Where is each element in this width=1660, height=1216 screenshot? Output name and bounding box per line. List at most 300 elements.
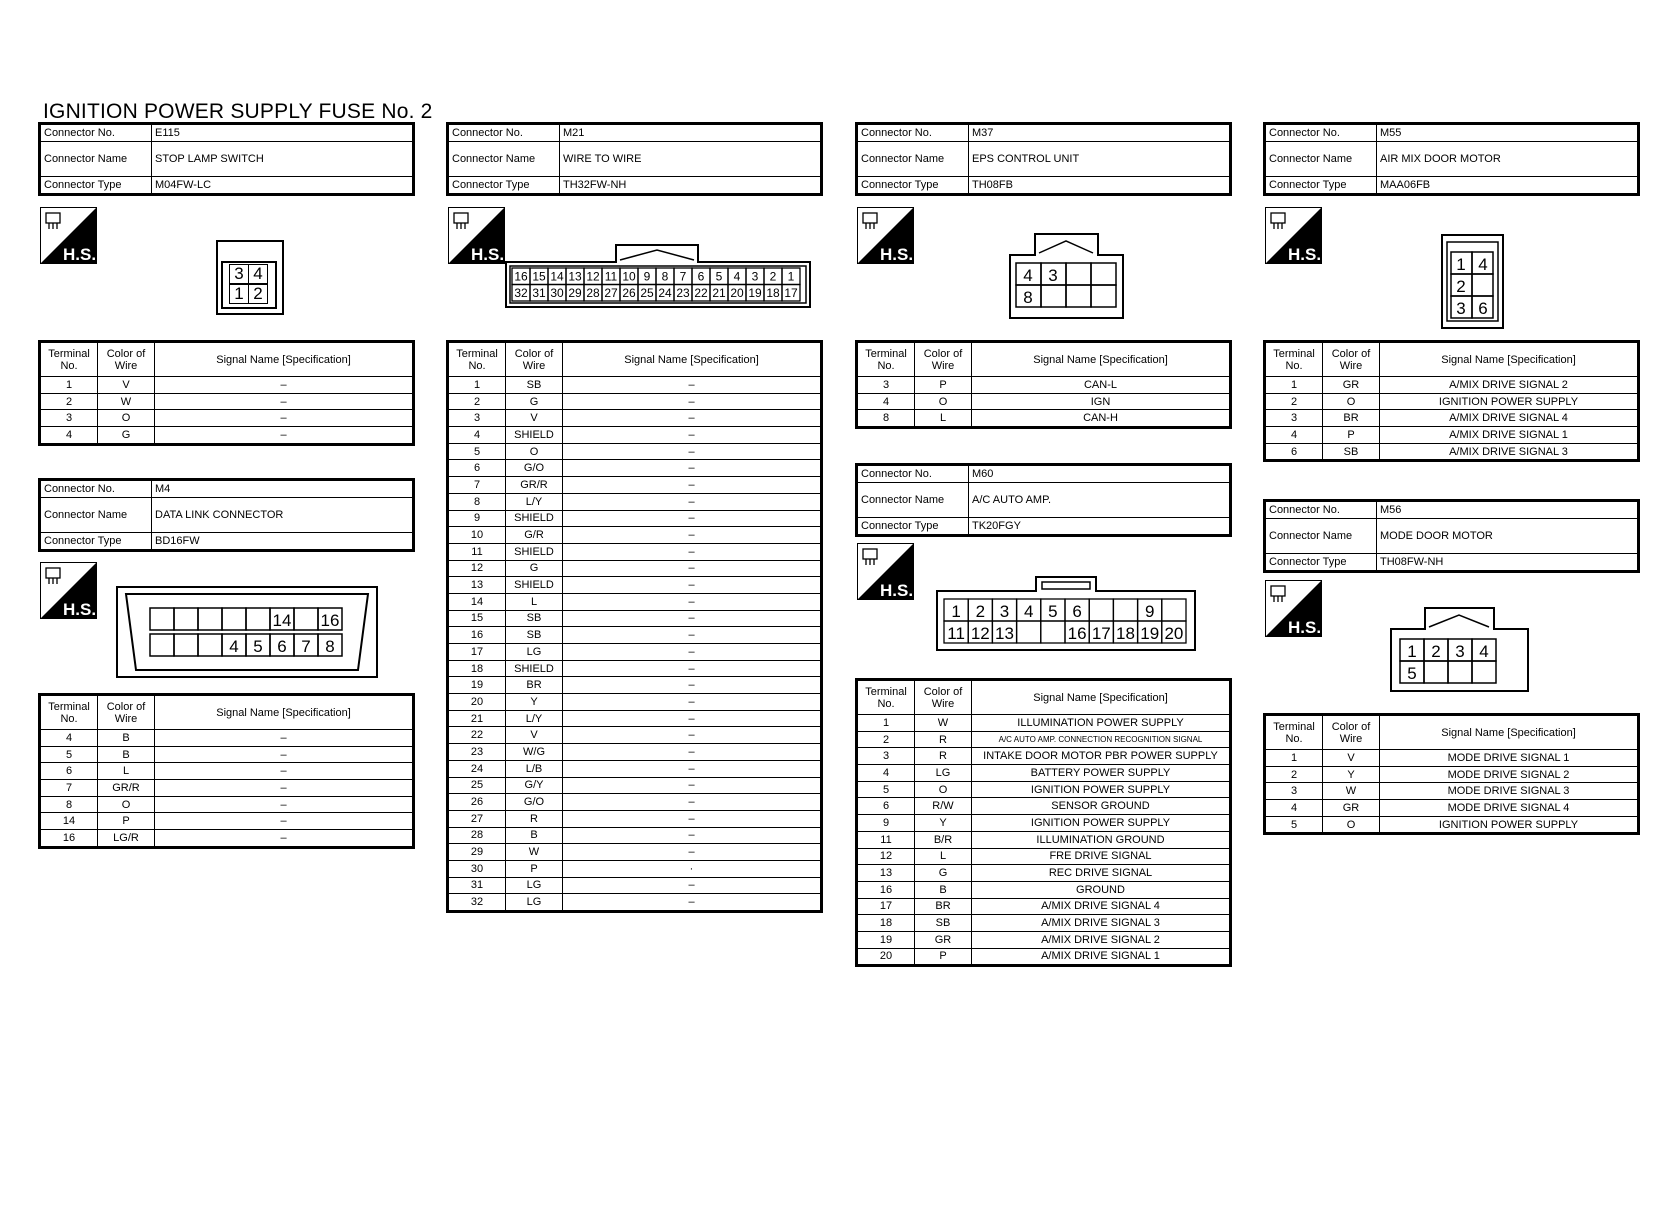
table-row bbox=[40, 730, 414, 747]
hs-mark-icon bbox=[40, 207, 97, 264]
pin-cell bbox=[1017, 621, 1041, 643]
pin-label: 14 bbox=[550, 269, 564, 284]
terminal-no-cell: 13 bbox=[857, 865, 915, 882]
hs-mark-icon bbox=[40, 562, 97, 619]
table-row bbox=[1265, 766, 1639, 783]
pin-label: 27 bbox=[604, 286, 618, 300]
table-row bbox=[448, 460, 822, 477]
signal-name-cell: – bbox=[563, 727, 822, 744]
pin-label: 16 bbox=[1067, 624, 1087, 643]
connector-name: DATA LINK CONNECTOR bbox=[152, 498, 414, 533]
wire-color-cell: L/Y bbox=[506, 710, 563, 727]
signal-name-cell: SENSOR GROUND bbox=[972, 798, 1231, 815]
wire-color-cell: O bbox=[1323, 816, 1380, 834]
pin-label: 22 bbox=[694, 286, 708, 300]
pin-label: 5 bbox=[253, 637, 263, 656]
pin-label: 5 bbox=[715, 269, 723, 284]
wire-color-cell: R bbox=[915, 748, 972, 765]
signal-name-cell: IGNITION POWER SUPPLY bbox=[972, 781, 1231, 798]
pin-label: 17 bbox=[1091, 624, 1111, 643]
wire-color-cell: SHIELD bbox=[506, 543, 563, 560]
terminal-no-cell: 4 bbox=[857, 765, 915, 782]
wire-color-cell: G/O bbox=[506, 460, 563, 477]
hs-label: H.S. bbox=[1288, 618, 1322, 637]
hs-label: H.S. bbox=[880, 245, 914, 264]
pin-cell bbox=[1113, 599, 1137, 621]
wire-color-cell: P bbox=[1323, 427, 1380, 444]
wire-color-cell: L/Y bbox=[506, 493, 563, 510]
terminal-no-cell: 4 bbox=[1265, 800, 1323, 817]
connector-no: M4 bbox=[152, 480, 414, 498]
pin-label: 29 bbox=[568, 286, 582, 300]
table-row bbox=[1265, 800, 1639, 817]
table-row bbox=[448, 760, 822, 777]
table-row bbox=[857, 748, 1231, 765]
signal-name-cell: – bbox=[155, 377, 414, 394]
pin-label: 14 bbox=[272, 611, 292, 630]
table-row bbox=[1265, 410, 1639, 427]
hs-mark-icon bbox=[1265, 207, 1322, 264]
terminal-no-cell: 8 bbox=[40, 796, 98, 813]
pin-label: 19 bbox=[1140, 624, 1160, 643]
signal-name-cell: IGNITION POWER SUPPLY bbox=[1380, 816, 1639, 834]
label-connector-no: Connector No. bbox=[1265, 124, 1377, 142]
wire-color-cell: B bbox=[506, 827, 563, 844]
connector-face-m21 bbox=[505, 244, 811, 308]
wire-color-cell: SB bbox=[506, 627, 563, 644]
signal-name-cell: A/MIX DRIVE SIGNAL 3 bbox=[972, 915, 1231, 932]
header-color-of-wire: Color of Wire bbox=[1323, 715, 1380, 750]
table-row bbox=[448, 827, 822, 844]
label-connector-type: Connector Type bbox=[1265, 177, 1377, 195]
signal-name-cell: A/MIX DRIVE SIGNAL 1 bbox=[972, 948, 1231, 966]
terminal-no-cell: 29 bbox=[448, 844, 506, 861]
wire-color-cell: O bbox=[506, 443, 563, 460]
connector-face-m56 bbox=[1390, 607, 1529, 692]
signal-name-cell: IGN bbox=[972, 393, 1231, 410]
table-row bbox=[448, 543, 822, 560]
table-row bbox=[448, 443, 822, 460]
terminal-no-cell: 28 bbox=[448, 827, 506, 844]
label-connector-name: Connector Name bbox=[448, 142, 560, 177]
table-row bbox=[448, 710, 822, 727]
terminal-no-cell: 5 bbox=[1265, 816, 1323, 834]
table-row bbox=[857, 393, 1231, 410]
signal-name-cell: – bbox=[563, 443, 822, 460]
terminal-no-cell: 32 bbox=[448, 894, 506, 912]
label-connector-type: Connector Type bbox=[40, 533, 152, 551]
connector-header-m37 bbox=[855, 122, 1232, 196]
terminal-no-cell: 20 bbox=[857, 948, 915, 966]
signal-name-cell: – bbox=[563, 877, 822, 894]
pin-label: 17 bbox=[784, 286, 798, 300]
pin-label: 4 bbox=[1478, 255, 1488, 274]
terminal-no-cell: 7 bbox=[448, 477, 506, 494]
table-row bbox=[448, 510, 822, 527]
wire-color-cell: G/R bbox=[506, 527, 563, 544]
pin-label: 30 bbox=[550, 286, 564, 300]
terminal-no-cell: 21 bbox=[448, 710, 506, 727]
label-connector-no: Connector No. bbox=[857, 465, 969, 483]
signal-name-cell: · bbox=[563, 860, 822, 877]
table-row bbox=[1265, 427, 1639, 444]
table-row bbox=[857, 781, 1231, 798]
pin-label: 4 bbox=[229, 637, 239, 656]
header-color-of-wire: Color of Wire bbox=[915, 680, 972, 715]
table-row bbox=[1265, 393, 1639, 410]
terminal-no-cell: 6 bbox=[40, 763, 98, 780]
signal-name-cell: – bbox=[563, 694, 822, 711]
table-row bbox=[448, 527, 822, 544]
signal-name-cell: – bbox=[563, 760, 822, 777]
terminal-no-cell: 10 bbox=[448, 527, 506, 544]
header-color-of-wire: Color of Wire bbox=[506, 342, 563, 377]
terminal-no-cell: 2 bbox=[40, 393, 98, 410]
signal-name-cell: – bbox=[563, 460, 822, 477]
terminal-no-cell: 1 bbox=[448, 377, 506, 394]
table-row bbox=[40, 410, 414, 427]
pin-label: 1 bbox=[1456, 255, 1466, 274]
connector-no: M56 bbox=[1377, 501, 1639, 519]
table-row bbox=[40, 763, 414, 780]
signal-name-cell: ILLUMINATION GROUND bbox=[972, 831, 1231, 848]
table-row bbox=[857, 881, 1231, 898]
terminal-no-cell: 22 bbox=[448, 727, 506, 744]
terminal-no-cell: 3 bbox=[857, 377, 915, 394]
pin-label: 32 bbox=[514, 286, 528, 300]
terminal-no-cell: 27 bbox=[448, 810, 506, 827]
header-signal-name: Signal Name [Specification] bbox=[563, 342, 822, 377]
wire-color-cell: SHIELD bbox=[506, 427, 563, 444]
connector-name: A/C AUTO AMP. bbox=[969, 483, 1231, 518]
pin-label: 13 bbox=[995, 624, 1014, 643]
table-row bbox=[857, 715, 1231, 732]
signal-name-cell: – bbox=[155, 830, 414, 848]
terminal-no-cell: 16 bbox=[448, 627, 506, 644]
wire-color-cell: P bbox=[98, 813, 155, 830]
table-row bbox=[448, 744, 822, 761]
connector-header-m56 bbox=[1263, 499, 1640, 573]
signal-name-cell: A/MIX DRIVE SIGNAL 4 bbox=[1380, 410, 1639, 427]
terminal-table-m21 bbox=[446, 340, 823, 913]
table-row bbox=[448, 860, 822, 877]
wire-color-cell: L bbox=[98, 763, 155, 780]
signal-name-cell: – bbox=[563, 660, 822, 677]
signal-name-cell: – bbox=[563, 644, 822, 661]
signal-name-cell: – bbox=[563, 377, 822, 394]
signal-name-cell: – bbox=[563, 844, 822, 861]
wire-color-cell: V bbox=[1323, 750, 1380, 767]
pin-label: 6 bbox=[277, 637, 287, 656]
connector-type: TH08FW-NH bbox=[1377, 554, 1639, 572]
wire-color-cell: B bbox=[98, 746, 155, 763]
pin-label: 25 bbox=[640, 286, 654, 300]
hs-label: H.S. bbox=[1288, 245, 1322, 264]
signal-name-cell: – bbox=[563, 794, 822, 811]
pin-label: 3 bbox=[751, 269, 759, 284]
terminal-no-cell: 4 bbox=[40, 730, 98, 747]
header-signal-name: Signal Name [Specification] bbox=[972, 680, 1231, 715]
pin-label: 4 bbox=[1023, 266, 1033, 285]
connector-header-m55 bbox=[1263, 122, 1640, 196]
connector-name: WIRE TO WIRE bbox=[560, 142, 822, 177]
signal-name-cell: A/MIX DRIVE SIGNAL 2 bbox=[1380, 377, 1639, 394]
table-row bbox=[40, 796, 414, 813]
terminal-no-cell: 4 bbox=[40, 427, 98, 445]
signal-name-cell: – bbox=[563, 543, 822, 560]
wire-color-cell: W/G bbox=[506, 744, 563, 761]
signal-name-cell: – bbox=[155, 796, 414, 813]
wire-color-cell: W bbox=[1323, 783, 1380, 800]
terminal-no-cell: 8 bbox=[857, 410, 915, 428]
pin-label: 10 bbox=[622, 269, 636, 284]
pin-label: 4 bbox=[733, 269, 741, 284]
connector-header-m60 bbox=[855, 463, 1232, 537]
terminal-no-cell: 3 bbox=[857, 748, 915, 765]
table-row bbox=[857, 831, 1231, 848]
pin-label: 3 bbox=[1455, 642, 1465, 661]
wire-color-cell: B/R bbox=[915, 831, 972, 848]
table-row bbox=[40, 377, 414, 394]
header-terminal-no: Terminal No. bbox=[40, 695, 98, 730]
signal-name-cell: – bbox=[563, 427, 822, 444]
pin-label: 1 bbox=[1407, 642, 1417, 661]
header-terminal-no: Terminal No. bbox=[857, 680, 915, 715]
label-connector-name: Connector Name bbox=[1265, 142, 1377, 177]
pin-label: 16 bbox=[320, 611, 340, 630]
signal-name-cell: BATTERY POWER SUPPLY bbox=[972, 765, 1231, 782]
signal-name-cell: IGNITION POWER SUPPLY bbox=[972, 815, 1231, 832]
terminal-no-cell: 9 bbox=[857, 815, 915, 832]
table-row bbox=[448, 393, 822, 410]
pin-label: 15 bbox=[532, 269, 546, 284]
wire-color-cell: L/B bbox=[506, 760, 563, 777]
signal-name-cell: – bbox=[155, 763, 414, 780]
wire-color-cell: SB bbox=[1323, 443, 1380, 461]
terminal-no-cell: 20 bbox=[448, 694, 506, 711]
terminal-no-cell: 2 bbox=[1265, 766, 1323, 783]
label-connector-no: Connector No. bbox=[40, 480, 152, 498]
terminal-no-cell: 2 bbox=[448, 393, 506, 410]
signal-name-cell: – bbox=[563, 894, 822, 912]
table-row bbox=[448, 493, 822, 510]
table-row bbox=[448, 577, 822, 594]
wire-color-cell: SB bbox=[506, 610, 563, 627]
table-row bbox=[448, 560, 822, 577]
table-row bbox=[857, 931, 1231, 948]
wire-color-cell: SHIELD bbox=[506, 577, 563, 594]
wire-color-cell: O bbox=[1323, 393, 1380, 410]
signal-name-cell: GROUND bbox=[972, 881, 1231, 898]
wire-color-cell: L bbox=[915, 848, 972, 865]
table-row bbox=[40, 746, 414, 763]
pin-cell: 3 bbox=[229, 264, 249, 284]
hs-label: H.S. bbox=[471, 245, 505, 264]
label-connector-no: Connector No. bbox=[448, 124, 560, 142]
terminal-no-cell: 1 bbox=[857, 715, 915, 732]
signal-name-cell: – bbox=[563, 677, 822, 694]
signal-name-cell: – bbox=[155, 427, 414, 445]
signal-name-cell: FRE DRIVE SIGNAL bbox=[972, 848, 1231, 865]
wire-color-cell: SHIELD bbox=[506, 660, 563, 677]
header-color-of-wire: Color of Wire bbox=[915, 342, 972, 377]
pin-label: 24 bbox=[658, 286, 672, 300]
wire-color-cell: GR/R bbox=[506, 477, 563, 494]
table-row bbox=[40, 780, 414, 797]
wire-color-cell: G bbox=[98, 427, 155, 445]
wire-color-cell: GR/R bbox=[98, 780, 155, 797]
pin-label: 2 bbox=[975, 602, 986, 621]
wire-color-cell: LG bbox=[506, 877, 563, 894]
pin-label: 6 bbox=[1478, 299, 1488, 318]
label-connector-type: Connector Type bbox=[1265, 554, 1377, 572]
label-connector-type: Connector Type bbox=[857, 518, 969, 536]
signal-name-cell: – bbox=[155, 746, 414, 763]
terminal-no-cell: 17 bbox=[448, 644, 506, 661]
table-row bbox=[857, 898, 1231, 915]
table-row bbox=[448, 627, 822, 644]
wire-color-cell: SB bbox=[915, 915, 972, 932]
terminal-no-cell: 11 bbox=[448, 543, 506, 560]
header-terminal-no: Terminal No. bbox=[448, 342, 506, 377]
terminal-table-m37 bbox=[855, 340, 1232, 429]
table-row bbox=[448, 660, 822, 677]
signal-name-cell: – bbox=[155, 410, 414, 427]
connector-name: EPS CONTROL UNIT bbox=[969, 142, 1231, 177]
connector-header-m21 bbox=[446, 122, 823, 196]
terminal-no-cell: 4 bbox=[448, 427, 506, 444]
wire-color-cell: O bbox=[98, 410, 155, 427]
wire-color-cell: Y bbox=[506, 694, 563, 711]
signal-name-cell: – bbox=[563, 410, 822, 427]
terminal-no-cell: 1 bbox=[40, 377, 98, 394]
wire-color-cell: GR bbox=[1323, 377, 1380, 394]
label-connector-name: Connector Name bbox=[1265, 519, 1377, 554]
signal-name-cell: – bbox=[155, 730, 414, 747]
terminal-no-cell: 23 bbox=[448, 744, 506, 761]
table-row bbox=[1265, 750, 1639, 767]
terminal-no-cell: 3 bbox=[1265, 783, 1323, 800]
table-row bbox=[448, 410, 822, 427]
wire-color-cell: G bbox=[915, 865, 972, 882]
wire-color-cell: P bbox=[915, 948, 972, 966]
pin-label: 11 bbox=[947, 624, 965, 643]
wire-color-cell: G/Y bbox=[506, 777, 563, 794]
table-row bbox=[40, 427, 414, 445]
table-row bbox=[448, 644, 822, 661]
pin-label: 20 bbox=[1164, 624, 1184, 643]
terminal-no-cell: 11 bbox=[857, 831, 915, 848]
wire-color-cell: P bbox=[915, 377, 972, 394]
terminal-no-cell: 3 bbox=[1265, 410, 1323, 427]
header-signal-name: Signal Name [Specification] bbox=[155, 342, 414, 377]
pin-label: 12 bbox=[586, 269, 600, 284]
wire-color-cell: R bbox=[506, 810, 563, 827]
terminal-table-m56 bbox=[1263, 713, 1640, 835]
terminal-no-cell: 1 bbox=[1265, 750, 1323, 767]
pin-label: 3 bbox=[1048, 266, 1058, 285]
connector-face-m60 bbox=[936, 576, 1196, 651]
pin-label: 8 bbox=[661, 269, 669, 284]
pin-label: 18 bbox=[766, 286, 780, 300]
wire-color-cell: L bbox=[915, 410, 972, 428]
wire-color-cell: GR bbox=[915, 931, 972, 948]
signal-name-cell: – bbox=[563, 593, 822, 610]
terminal-no-cell: 25 bbox=[448, 777, 506, 794]
pin-label: 6 bbox=[1072, 602, 1082, 621]
wire-color-cell: LG bbox=[506, 644, 563, 661]
signal-name-cell: A/MIX DRIVE SIGNAL 2 bbox=[972, 931, 1231, 948]
connector-no: E115 bbox=[152, 124, 414, 142]
wire-color-cell: B bbox=[98, 730, 155, 747]
table-row bbox=[448, 610, 822, 627]
pin-label: 21 bbox=[712, 286, 726, 300]
label-connector-no: Connector No. bbox=[857, 124, 969, 142]
signal-name-cell: – bbox=[563, 610, 822, 627]
terminal-no-cell: 5 bbox=[40, 746, 98, 763]
signal-name-cell: MODE DRIVE SIGNAL 3 bbox=[1380, 783, 1639, 800]
label-connector-name: Connector Name bbox=[857, 483, 969, 518]
table-row bbox=[857, 377, 1231, 394]
wire-color-cell: SHIELD bbox=[506, 510, 563, 527]
wire-color-cell: W bbox=[915, 715, 972, 732]
signal-name-cell: – bbox=[563, 777, 822, 794]
header-signal-name: Signal Name [Specification] bbox=[972, 342, 1231, 377]
terminal-table-m4 bbox=[38, 693, 415, 849]
terminal-no-cell: 5 bbox=[448, 443, 506, 460]
wire-color-cell: P bbox=[506, 860, 563, 877]
connector-type: TH32FW-NH bbox=[560, 177, 822, 195]
signal-name-cell: – bbox=[563, 393, 822, 410]
hs-label: H.S. bbox=[63, 600, 97, 619]
table-row bbox=[448, 377, 822, 394]
pin-label: 16 bbox=[514, 269, 528, 284]
signal-name-cell: A/MIX DRIVE SIGNAL 1 bbox=[1380, 427, 1639, 444]
table-row bbox=[1265, 377, 1639, 394]
terminal-no-cell: 3 bbox=[448, 410, 506, 427]
pin-label: 8 bbox=[325, 637, 335, 656]
connector-no: M55 bbox=[1377, 124, 1639, 142]
table-row bbox=[857, 815, 1231, 832]
connector-type: TH08FB bbox=[969, 177, 1231, 195]
table-row bbox=[448, 727, 822, 744]
table-row bbox=[448, 677, 822, 694]
terminal-no-cell: 6 bbox=[448, 460, 506, 477]
connector-type: MAA06FB bbox=[1377, 177, 1639, 195]
table-row bbox=[448, 894, 822, 912]
terminal-no-cell: 26 bbox=[448, 794, 506, 811]
table-row bbox=[448, 427, 822, 444]
wire-color-cell: G/O bbox=[506, 794, 563, 811]
signal-name-cell: – bbox=[155, 813, 414, 830]
table-row bbox=[1265, 443, 1639, 461]
table-row bbox=[857, 948, 1231, 966]
table-row bbox=[40, 830, 414, 848]
pin-cell: 2 bbox=[248, 284, 268, 304]
header-signal-name: Signal Name [Specification] bbox=[1380, 715, 1639, 750]
connector-type: TK20FGY bbox=[969, 518, 1231, 536]
label-connector-name: Connector Name bbox=[40, 142, 152, 177]
pin-label: 28 bbox=[586, 286, 600, 300]
hs-label: H.S. bbox=[880, 581, 914, 600]
pin-label: 7 bbox=[679, 269, 687, 284]
pin-label: 4 bbox=[1479, 642, 1489, 661]
signal-name-cell: – bbox=[155, 393, 414, 410]
connector-no: M21 bbox=[560, 124, 822, 142]
pin-label: 12 bbox=[970, 624, 990, 643]
signal-name-cell: – bbox=[563, 810, 822, 827]
terminal-no-cell: 12 bbox=[857, 848, 915, 865]
